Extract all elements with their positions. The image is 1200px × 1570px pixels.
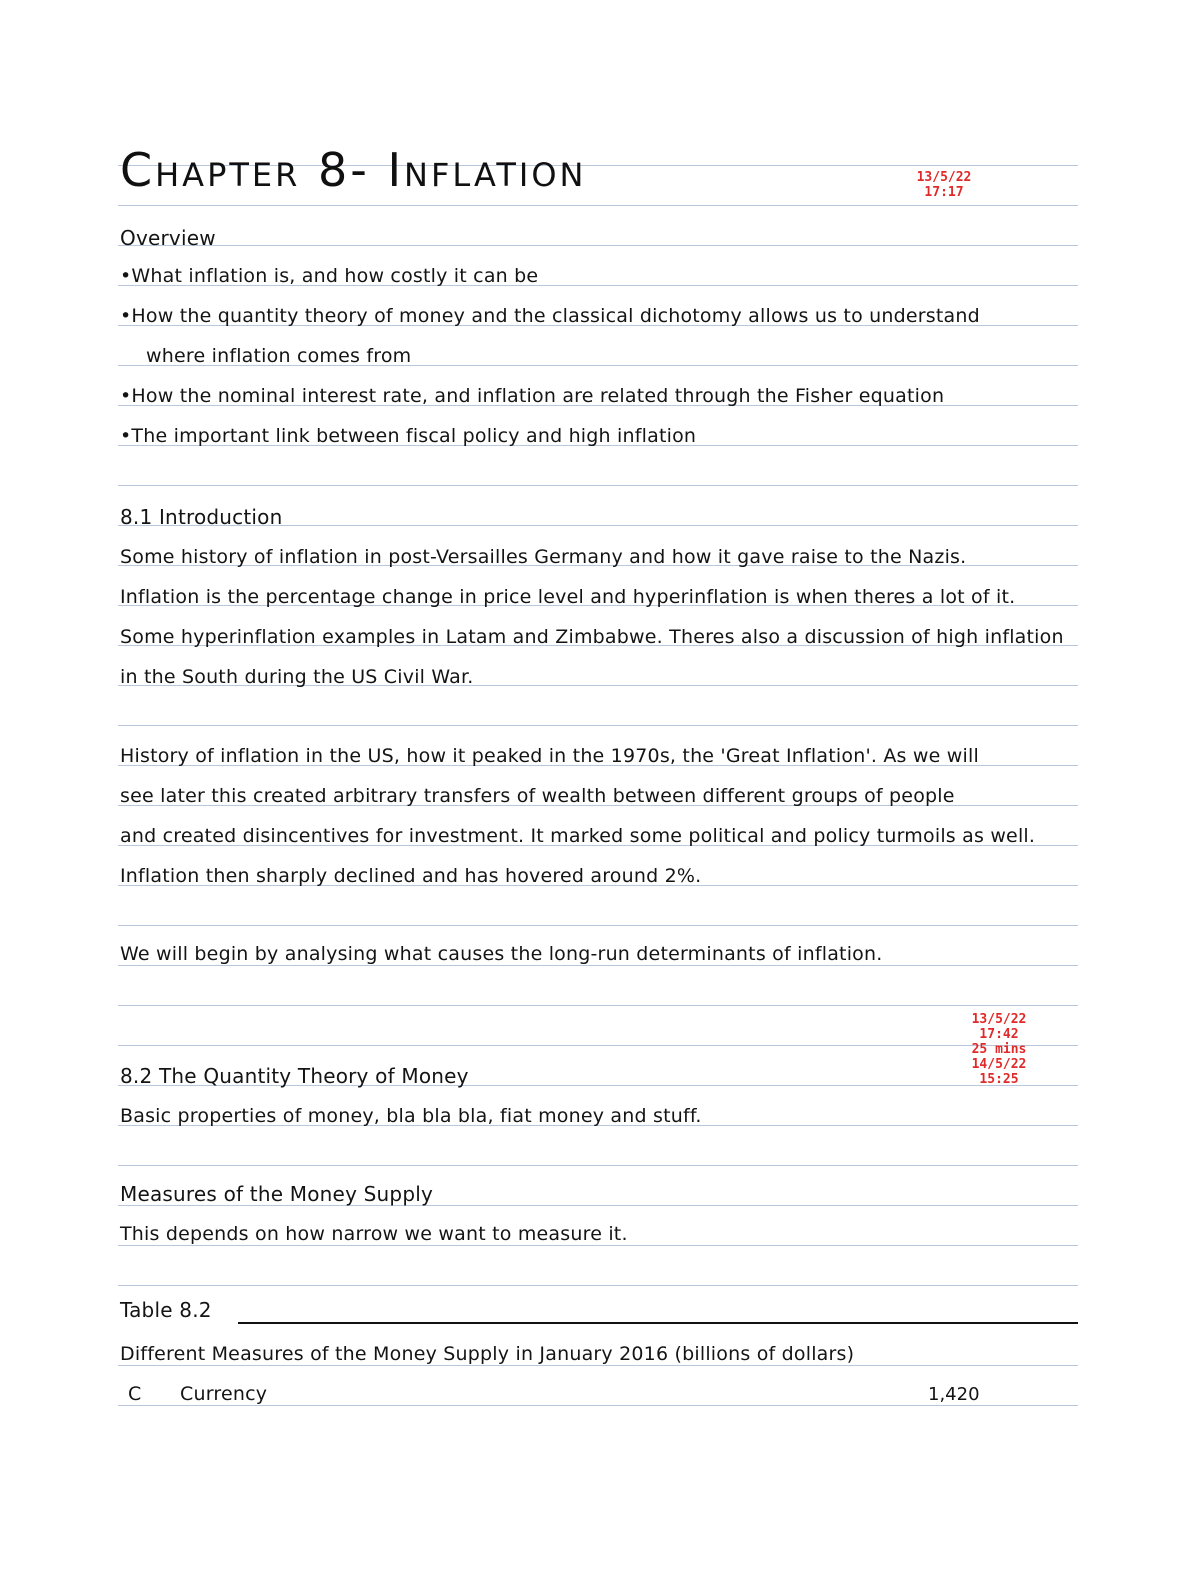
paragraph-line: see later this created arbitrary transfers of wealth between different groups of people (120, 785, 955, 807)
timestamp-date: 13/5/22 (971, 1012, 1027, 1027)
ruled-line (118, 485, 1078, 486)
timestamp-date: 13/5/22 (916, 170, 972, 185)
overview-bullet: •What inflation is, and how costly it can be (120, 265, 539, 287)
ruled-line (118, 1165, 1078, 1166)
ruled-line (118, 925, 1078, 926)
table-row-symbol: C (128, 1383, 142, 1405)
timestamp-stamp (905, 170, 983, 200)
ruled-line (118, 725, 1078, 726)
overview-bullet: •How the nominal interest rate, and inflation are related through the Fisher equation (120, 385, 945, 407)
paragraph-line: History of inflation in the US, how it peaked in the 1970s, the 'Great Inflation'. As we will (120, 745, 979, 767)
page-title: Chapter 8- Inflation (120, 143, 587, 197)
ruled-line (118, 205, 1078, 206)
timestamp-date: 14/5/22 (971, 1057, 1027, 1072)
paragraph-line: Some history of inflation in post-Versailles Germany and how it gave raise to the Nazis. (120, 546, 967, 568)
subsection-heading: Measures of the Money Supply (120, 1182, 434, 1206)
ruled-line (118, 1045, 1078, 1046)
overview-bullet-continued: where inflation comes from (146, 345, 412, 367)
paragraph-line: Basic properties of money, bla bla bla, fiat money and stuff. (120, 1105, 702, 1127)
timestamp-time: 17:42 (979, 1027, 1019, 1042)
section-heading-8-1: 8.1 Introduction (120, 505, 283, 529)
table-row-label: Currency (180, 1383, 268, 1405)
paragraph-line: in the South during the US Civil War. (120, 666, 474, 688)
paragraph-line: Inflation is the percentage change in price level and hyperinflation is when theres a lot of it. (120, 586, 1016, 608)
timestamp-duration: 25 mins (971, 1042, 1027, 1057)
paragraph-line: We will begin by analysing what causes the long-run determinants of inflation. (120, 943, 883, 965)
paragraph-line: This depends on how narrow we want to measure it. (120, 1223, 628, 1245)
table-row-value: 1,420 (928, 1384, 980, 1405)
table-caption: Different Measures of the Money Supply in January 2016 (billions of dollars) (120, 1343, 855, 1365)
overview-bullet: •The important link between fiscal policy and high inflation (120, 425, 697, 447)
section-heading-8-2: 8.2 The Quantity Theory of Money (120, 1064, 469, 1088)
ruled-line (118, 1005, 1078, 1006)
ruled-line (118, 1285, 1078, 1286)
paragraph-line: Some hyperinflation examples in Latam and Zimbabwe. Theres also a discussion of high inflation (120, 626, 1064, 648)
paragraph-line: and created disincentives for investment. It marked some political and policy turmoils as well. (120, 825, 1036, 847)
timestamp-time: 17:17 (924, 185, 964, 200)
table-label: Table 8.2 (120, 1298, 212, 1322)
table-label-underline (238, 1322, 1078, 1324)
overview-heading: Overview (120, 226, 216, 250)
overview-bullet: •How the quantity theory of money and the classical dichotomy allows us to understand (120, 305, 980, 327)
paragraph-line: Inflation then sharply declined and has hovered around 2%. (120, 865, 702, 887)
timestamp-time: 15:25 (979, 1072, 1019, 1087)
